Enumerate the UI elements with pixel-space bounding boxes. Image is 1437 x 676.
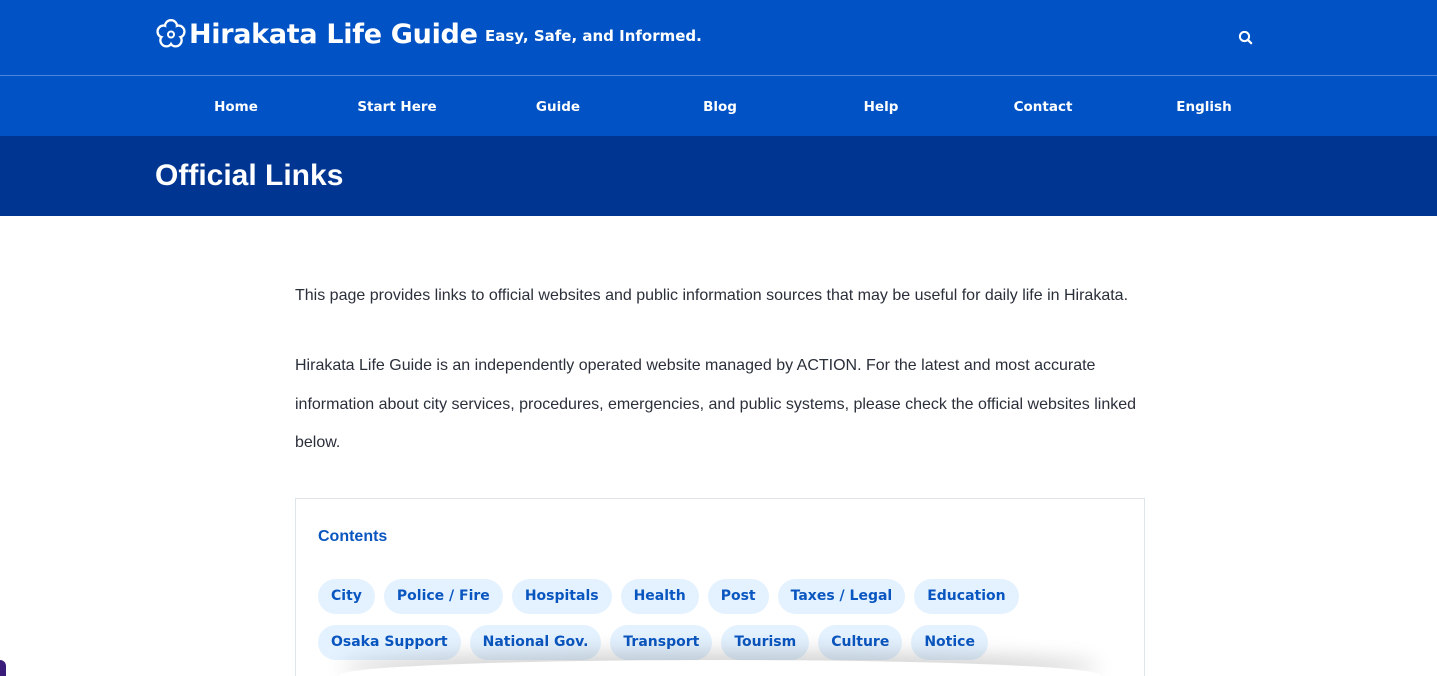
- flower-icon: [155, 18, 187, 50]
- nav-item-help[interactable]: Help: [863, 99, 899, 115]
- toc-title: Contents: [318, 528, 388, 545]
- toc-chip-transport[interactable]: Transport: [610, 625, 712, 660]
- intro-paragraph: This page provides links to official websites and public information sources that may be useful for daily life in Hirakata.: [295, 287, 1129, 304]
- nav-item-contact[interactable]: Contact: [1013, 99, 1073, 115]
- table-of-contents: [295, 498, 1145, 676]
- toc-chip-education[interactable]: Education: [914, 579, 1018, 614]
- toc-chip-national-gov[interactable]: National Gov.: [470, 625, 602, 660]
- toc-chip-post[interactable]: Post: [708, 579, 769, 614]
- toc-chip-taxes-legal[interactable]: Taxes / Legal: [778, 579, 906, 614]
- main-content: [295, 217, 1145, 463]
- toc-chip-health[interactable]: Health: [621, 579, 699, 614]
- nav-item-start-here[interactable]: Start Here: [357, 99, 437, 115]
- toc-chip-tourism[interactable]: Tourism: [721, 625, 809, 660]
- toc-chip-list: [318, 579, 1138, 660]
- page-title-band: [0, 136, 1437, 216]
- page-title: Official Links: [155, 159, 344, 192]
- search-icon: [1236, 28, 1256, 48]
- corner-decoration: [0, 660, 6, 676]
- toc-chip-culture[interactable]: Culture: [818, 625, 902, 660]
- search-button[interactable]: [1236, 28, 1256, 48]
- main-nav: [0, 76, 1437, 136]
- nav-item-guide[interactable]: Guide: [535, 99, 581, 115]
- nav-item-blog[interactable]: Blog: [703, 99, 737, 115]
- toc-chip-osaka-support[interactable]: Osaka Support: [318, 625, 461, 660]
- disclaimer-paragraph: Hirakata Life Guide is an independently operated website managed by ACTION. For the latest and most accurate information about city services, procedures, emergencies, and public systems, please check the official websites linked below.: [295, 357, 1137, 451]
- nav-item-english[interactable]: English: [1176, 99, 1232, 115]
- site-tagline: Easy, Safe, and Informed.: [485, 27, 702, 45]
- site-header: [0, 0, 1437, 76]
- toc-chip-city[interactable]: City: [318, 579, 375, 614]
- site-name: Hirakata Life Guide: [189, 18, 478, 50]
- toc-chip-notice[interactable]: Notice: [911, 625, 988, 660]
- site-logo-link[interactable]: [155, 18, 478, 50]
- toc-chip-police-fire[interactable]: Police / Fire: [384, 579, 503, 614]
- nav-item-home[interactable]: Home: [214, 99, 258, 115]
- toc-chip-hospitals[interactable]: Hospitals: [512, 579, 612, 614]
